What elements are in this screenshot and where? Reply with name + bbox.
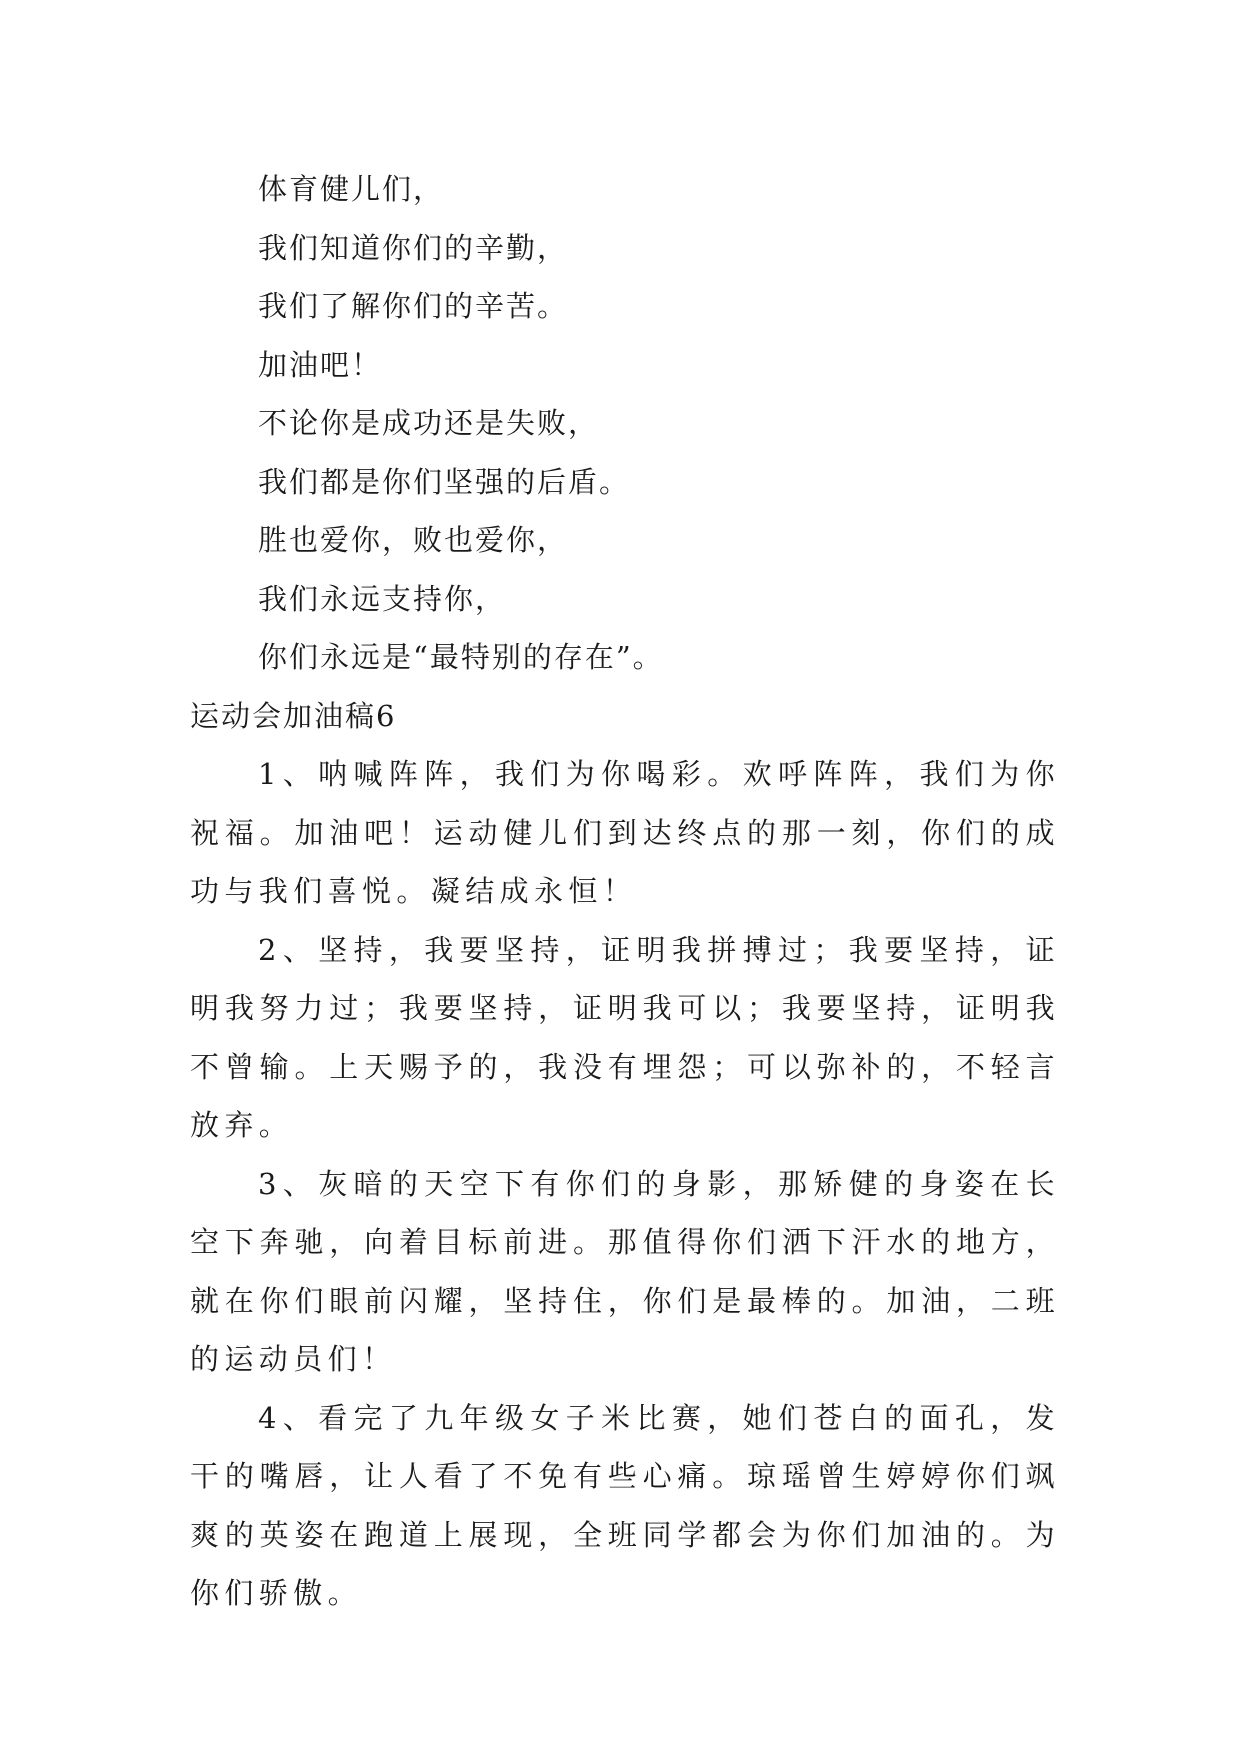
poem-line: 你们永远是“最特别的存在”。 — [258, 640, 664, 674]
poem-block — [190, 160, 1060, 687]
poem-line: 我们都是你们坚强的后盾。 — [258, 464, 631, 499]
paragraph-3: 3、灰暗的天空下有你们的身影，那矫健的身姿在长空下奔驰，向着目标前进。那值得你们洒下汗水的地方，就在你们眼前闪耀，坚持住，你们是最棒的。加油，二班的运动员们！ — [190, 1166, 1060, 1376]
poem-line: 我们了解你们的辛苦。 — [258, 289, 569, 323]
poem-line: 胜也爱你，败也爱你， — [258, 523, 569, 557]
document-body — [190, 160, 1060, 1623]
paragraph-4: 4、看完了九年级女子米比赛，她们苍白的面孔，发干的嘴唇，让人看了不免有些心痛。琼瑶曾生婷婷你们飒爽的英姿在跑道上展现，全班同学都会为你们加油的。为你们骄傲。 — [190, 1400, 1060, 1610]
poem-line: 加油吧！ — [258, 347, 383, 382]
poem-line: 我们知道你们的辛勤， — [258, 230, 569, 265]
section-title: 运动会加油稿6 — [190, 698, 397, 733]
poem-line: 体育健儿们， — [258, 172, 445, 206]
paragraph-2: 2、坚持，我要坚持，证明我拼搏过；我要坚持，证明我努力过；我要坚持，证明我可以；我要坚持，证明我不曾输。上天赐予的，我没有埋怨；可以弥补的，不轻言放弃。 — [190, 932, 1060, 1142]
paragraph-1: 1、呐喊阵阵，我们为你喝彩。欢呼阵阵，我们为你祝福。加油吧！运动健儿们到达终点的那一刻，你们的成功与我们喜悦。凝结成永恒！ — [190, 757, 1060, 908]
poem-line: 不论你是成功还是失败， — [258, 406, 600, 440]
poem-line: 我们永远支持你， — [258, 581, 507, 616]
